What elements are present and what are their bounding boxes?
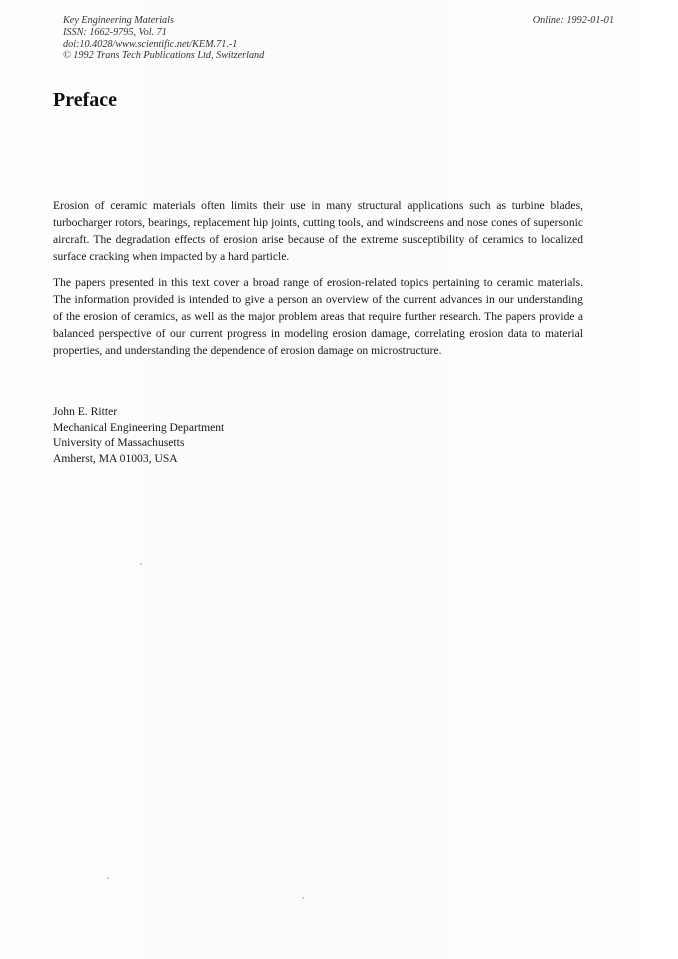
journal-name: Key Engineering Materials bbox=[63, 15, 174, 26]
issn-volume: ISSN: 1662-9795, Vol. 71 bbox=[63, 26, 167, 38]
doi-line: doi:10.4028/www.scientific.net/KEM.71.-1 bbox=[63, 38, 238, 50]
page-title: Preface bbox=[53, 89, 118, 111]
copyright-line: © 1992 Trans Tech Publications Ltd, Switzerland bbox=[63, 50, 265, 62]
paragraph-1: Erosion of ceramic materials often limits their use in many structural applications such as turbine blades, turbocharger rotors, bearings, replacement hip joints, cutting tools, and windscreens and nose cones of supersonic aircraft. The degradation effects of erosion arise because of the extreme susceptibility of ceramics to localized surface cracking when impacted by a hard particle. bbox=[53, 199, 583, 263]
author-signature-block bbox=[53, 404, 224, 466]
preface-body bbox=[53, 197, 583, 368]
scan-speck bbox=[140, 563, 142, 565]
scan-speck bbox=[302, 897, 304, 899]
scan-speck bbox=[107, 877, 109, 879]
author-name: John E. Ritter bbox=[53, 405, 118, 418]
author-university: University of Massachusetts bbox=[53, 436, 185, 449]
author-address: Amherst, MA 01003, USA bbox=[53, 451, 178, 465]
paragraph-2: The papers presented in this text cover a broad range of erosion-related topics pertaining to ceramic materials. The information provided is intended to give a person an overview of the current advances in our understanding of the erosion of ceramics, as well as the major problem areas that require further research. The papers provide a balanced perspective of our current progress in modeling erosion damage, correlating erosion data to material properties, and understanding the dependence of erosion damage on microstructure. bbox=[53, 276, 583, 357]
online-date: Online: 1992-01-01 bbox=[532, 15, 614, 26]
publication-header bbox=[63, 15, 383, 62]
author-department: Mechanical Engineering Department bbox=[53, 420, 225, 434]
